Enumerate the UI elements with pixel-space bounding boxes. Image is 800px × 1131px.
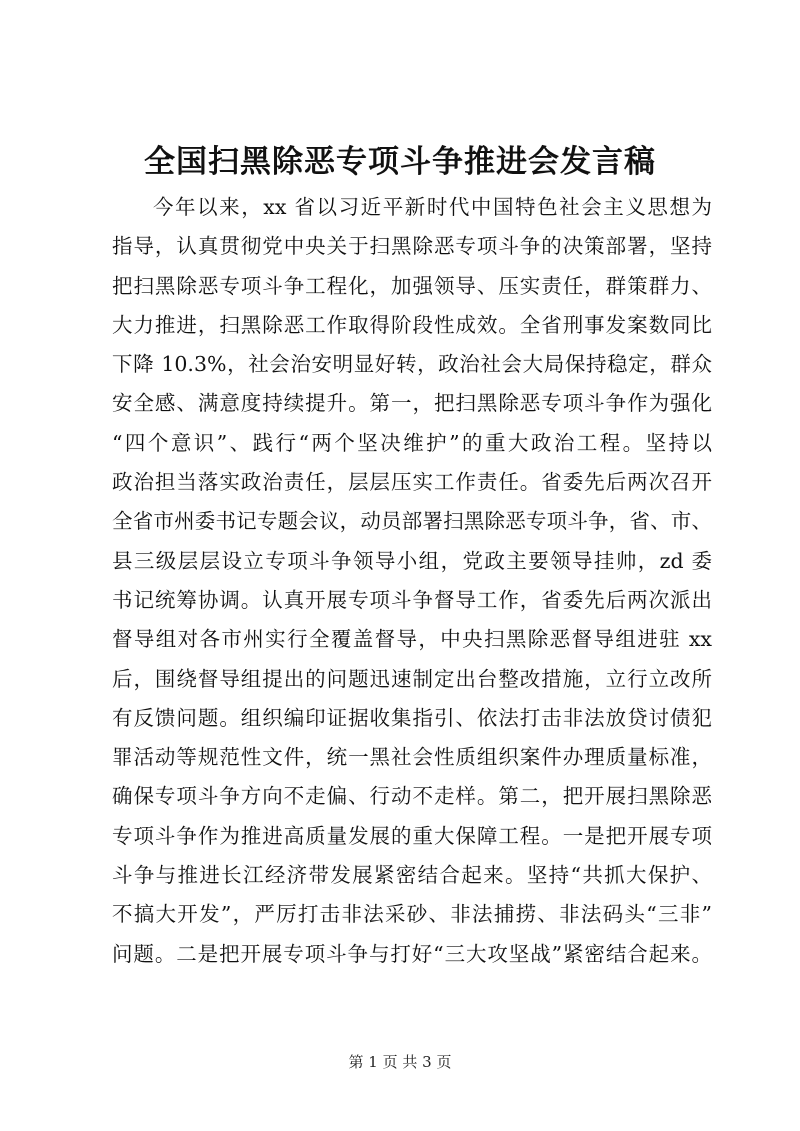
body-line: 书记统筹协调。认真开展专项斗争督导工作，省委先后两次派出 <box>112 587 712 612</box>
body-line: 不搞大开发”，严厉打击非法采砂、非法捕捞、非法码头“三非” <box>112 902 712 927</box>
body-line: 后，围绕督导组提出的问题迅速制定出台整改措施，立行立改所 <box>112 666 712 691</box>
body-line: 全省市州委书记专题会议，动员部署扫黑除恶专项斗争，省、市、 <box>112 509 712 534</box>
body-line: 问题。二是把开展专项斗争与打好“三大攻坚战”紧密结合起来。 <box>112 941 712 966</box>
page-footer: 第 1 页 共 3 页 <box>348 1053 452 1071</box>
document-title: 全国扫黑除恶专项斗争推进会发言稿 <box>144 144 656 180</box>
body-line: 指导，认真贯彻党中央关于扫黑除恶专项斗争的决策部署，坚持 <box>112 234 712 259</box>
body-line: 县三级层层设立专项斗争领导小组，党政主要领导挂帅，zd 委 <box>112 548 712 573</box>
body-line: 斗争与推进长江经济带发展紧密结合起来。坚持“共抓大保护、 <box>112 863 712 888</box>
body-line: 督导组对各市州实行全覆盖督导，中央扫黑除恶督导组进驻 xx <box>112 627 712 652</box>
body-line: 安全感、满意度持续提升。第一，把扫黑除恶专项斗争作为强化 <box>112 391 712 416</box>
body-line: 下降 10.3%，社会治安明显好转，政治社会大局保持稳定，群众 <box>112 352 712 377</box>
body-line: 今年以来，xx 省以习近平新时代中国特色社会主义思想为 <box>153 195 712 219</box>
body-line: 罪活动等规范性文件，统一黑社会性质组织案件办理质量标准， <box>112 745 712 770</box>
body-line: 政治担当落实政治责任，层层压实工作责任。省委先后两次召开 <box>112 470 712 495</box>
body-line: 专项斗争作为推进高质量发展的重大保障工程。一是把开展专项 <box>112 823 712 848</box>
body-line: 把扫黑除恶专项斗争工程化，加强领导、压实责任，群策群力、 <box>112 273 712 298</box>
body-line: 确保专项斗争方向不走偏、行动不走样。第二，把开展扫黑除恶 <box>112 784 712 809</box>
document-body <box>112 188 712 974</box>
body-line: 大力推进，扫黑除恶工作取得阶段性成效。全省刑事发案数同比 <box>112 312 712 337</box>
body-line: “四个意识”、践行“两个坚决维护”的重大政治工程。坚持以 <box>112 430 712 455</box>
body-line: 有反馈问题。组织编印证据收集指引、依法打击非法放贷讨债犯 <box>112 705 712 730</box>
